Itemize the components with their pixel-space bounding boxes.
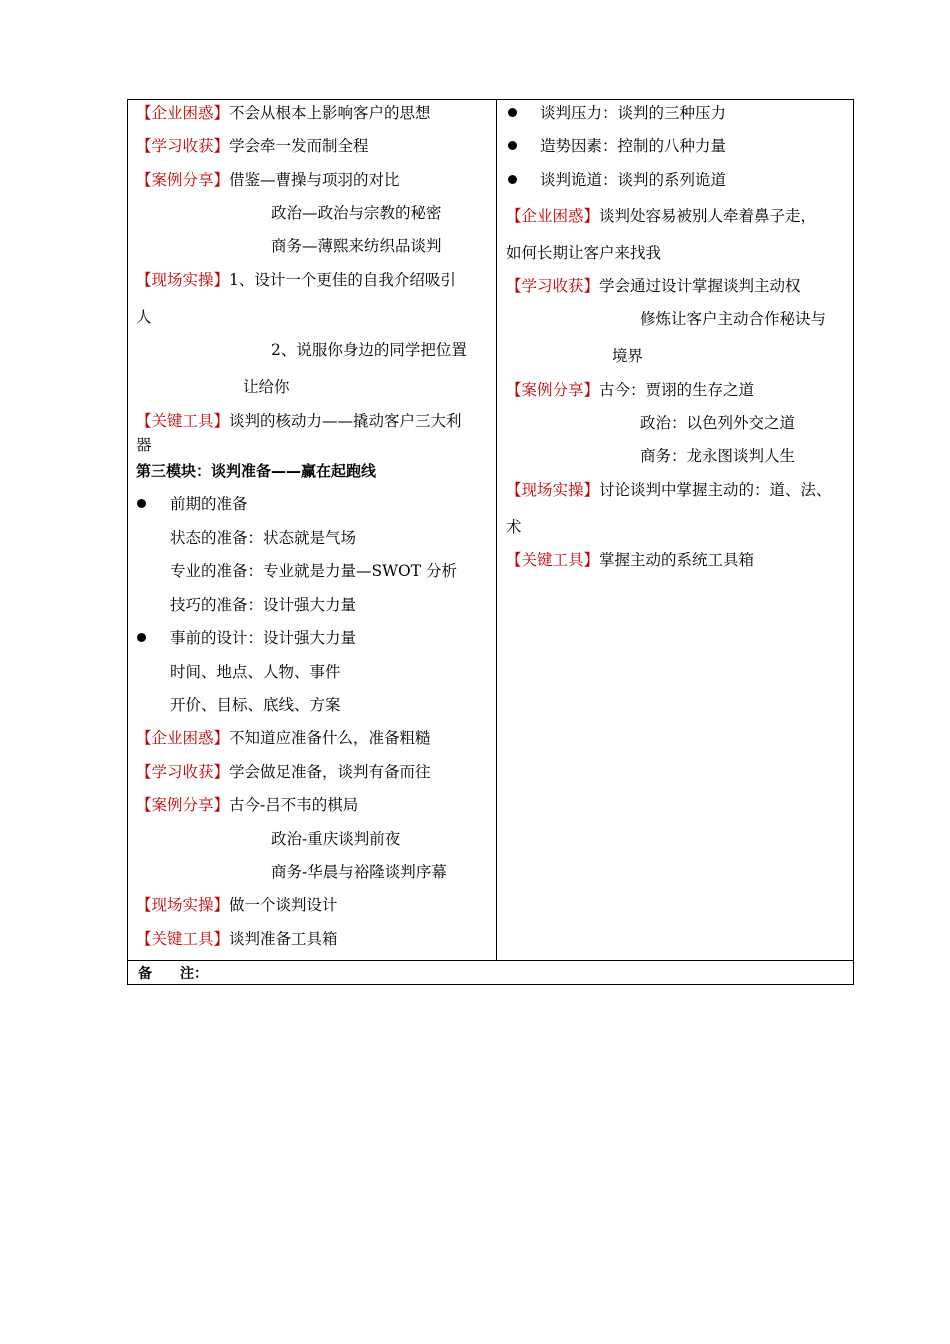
left-line-3: 【案例分享】借鉴—曹操与项羽的对比 <box>136 171 400 189</box>
left-line-10: 【关键工具】谈判的核动力——撬动客户三大利 <box>136 412 462 430</box>
remarks-row <box>128 960 853 984</box>
right-column <box>497 100 853 960</box>
left-line-25: 【现场实操】做一个谈判设计 <box>136 896 338 914</box>
right-line-8: 境界 <box>612 347 644 365</box>
right-line-4: 【企业困惑】谈判处容易被别人牵着鼻子走， <box>506 207 817 225</box>
left-line-24: 商务-华晨与裕隆谈判序幕 <box>271 863 447 881</box>
right-line-6: 【学习收获】学会通过设计掌握谈判主动权 <box>506 277 801 295</box>
right-line-2: 造势因素：控制的八种力量 <box>540 137 727 155</box>
left-line-13: 前期的准备 <box>170 495 248 513</box>
right-line-5: 如何长期让客户来找我 <box>506 244 662 262</box>
right-line-7: 修炼让客户主动合作秘诀与 <box>640 310 827 328</box>
bullet-icon <box>137 633 146 642</box>
right-line-11: 商务：龙永图谈判人生 <box>640 447 796 465</box>
right-line-14: 【关键工具】掌握主动的系统工具箱 <box>506 551 755 569</box>
right-line-9: 【案例分享】古今：贾诩的生存之道 <box>506 381 755 399</box>
right-line-1: 谈判压力：谈判的三种压力 <box>540 104 727 122</box>
bullet-icon <box>508 141 517 150</box>
left-line-15: 专业的准备：专业就是力量—SWOT 分析 <box>170 562 458 580</box>
right-line-13: 术 <box>506 518 522 536</box>
left-line-19: 开价、目标、底线、方案 <box>170 696 341 714</box>
left-line-23: 政治-重庆谈判前夜 <box>271 830 401 848</box>
left-line-21: 【学习收获】学会做足准备，谈判有备而往 <box>136 763 431 781</box>
left-column <box>128 100 497 960</box>
left-line-26: 【关键工具】谈判准备工具箱 <box>136 930 338 948</box>
course-table <box>127 99 854 985</box>
left-line-17: 事前的设计：设计强大力量 <box>170 629 357 647</box>
left-line-20: 【企业困惑】不知道应准备什么，准备粗糙 <box>136 729 431 747</box>
left-line-22: 【案例分享】古今-吕不韦的棋局 <box>136 796 359 814</box>
left-line-4: 政治—政治与宗教的秘密 <box>271 204 442 222</box>
left-line-9: 让给你 <box>243 378 290 396</box>
remarks-label: 备 注： <box>138 966 208 982</box>
left-line-5: 商务—薄熙来纺织品谈判 <box>271 237 442 255</box>
left-line-16: 技巧的准备：设计强大力量 <box>170 596 357 614</box>
right-line-3: 谈判诡道：谈判的系列诡道 <box>540 171 727 189</box>
left-line-11: 器 <box>136 436 152 454</box>
right-line-12: 【现场实操】讨论谈判中掌握主动的：道、法、 <box>506 481 832 499</box>
right-line-10: 政治：以色列外交之道 <box>640 414 796 432</box>
bullet-icon <box>137 499 146 508</box>
left-line-1: 【企业困惑】不会从根本上影响客户的思想 <box>136 104 431 122</box>
left-line-14: 状态的准备：状态就是气场 <box>170 529 357 547</box>
left-line-18: 时间、地点、人物、事件 <box>170 663 341 681</box>
bullet-icon <box>508 175 517 184</box>
left-line-8: 2、说服你身边的同学把位置 <box>271 341 467 359</box>
left-line-2: 【学习收获】学会牵一发而制全程 <box>136 137 369 155</box>
left-line-6: 【现场实操】1、设计一个更佳的自我介绍吸引 <box>136 271 456 289</box>
bullet-icon <box>508 108 517 117</box>
left-line-7: 人 <box>136 308 152 326</box>
module-heading: 第三模块：谈判准备——赢在起跑线 <box>136 462 377 480</box>
